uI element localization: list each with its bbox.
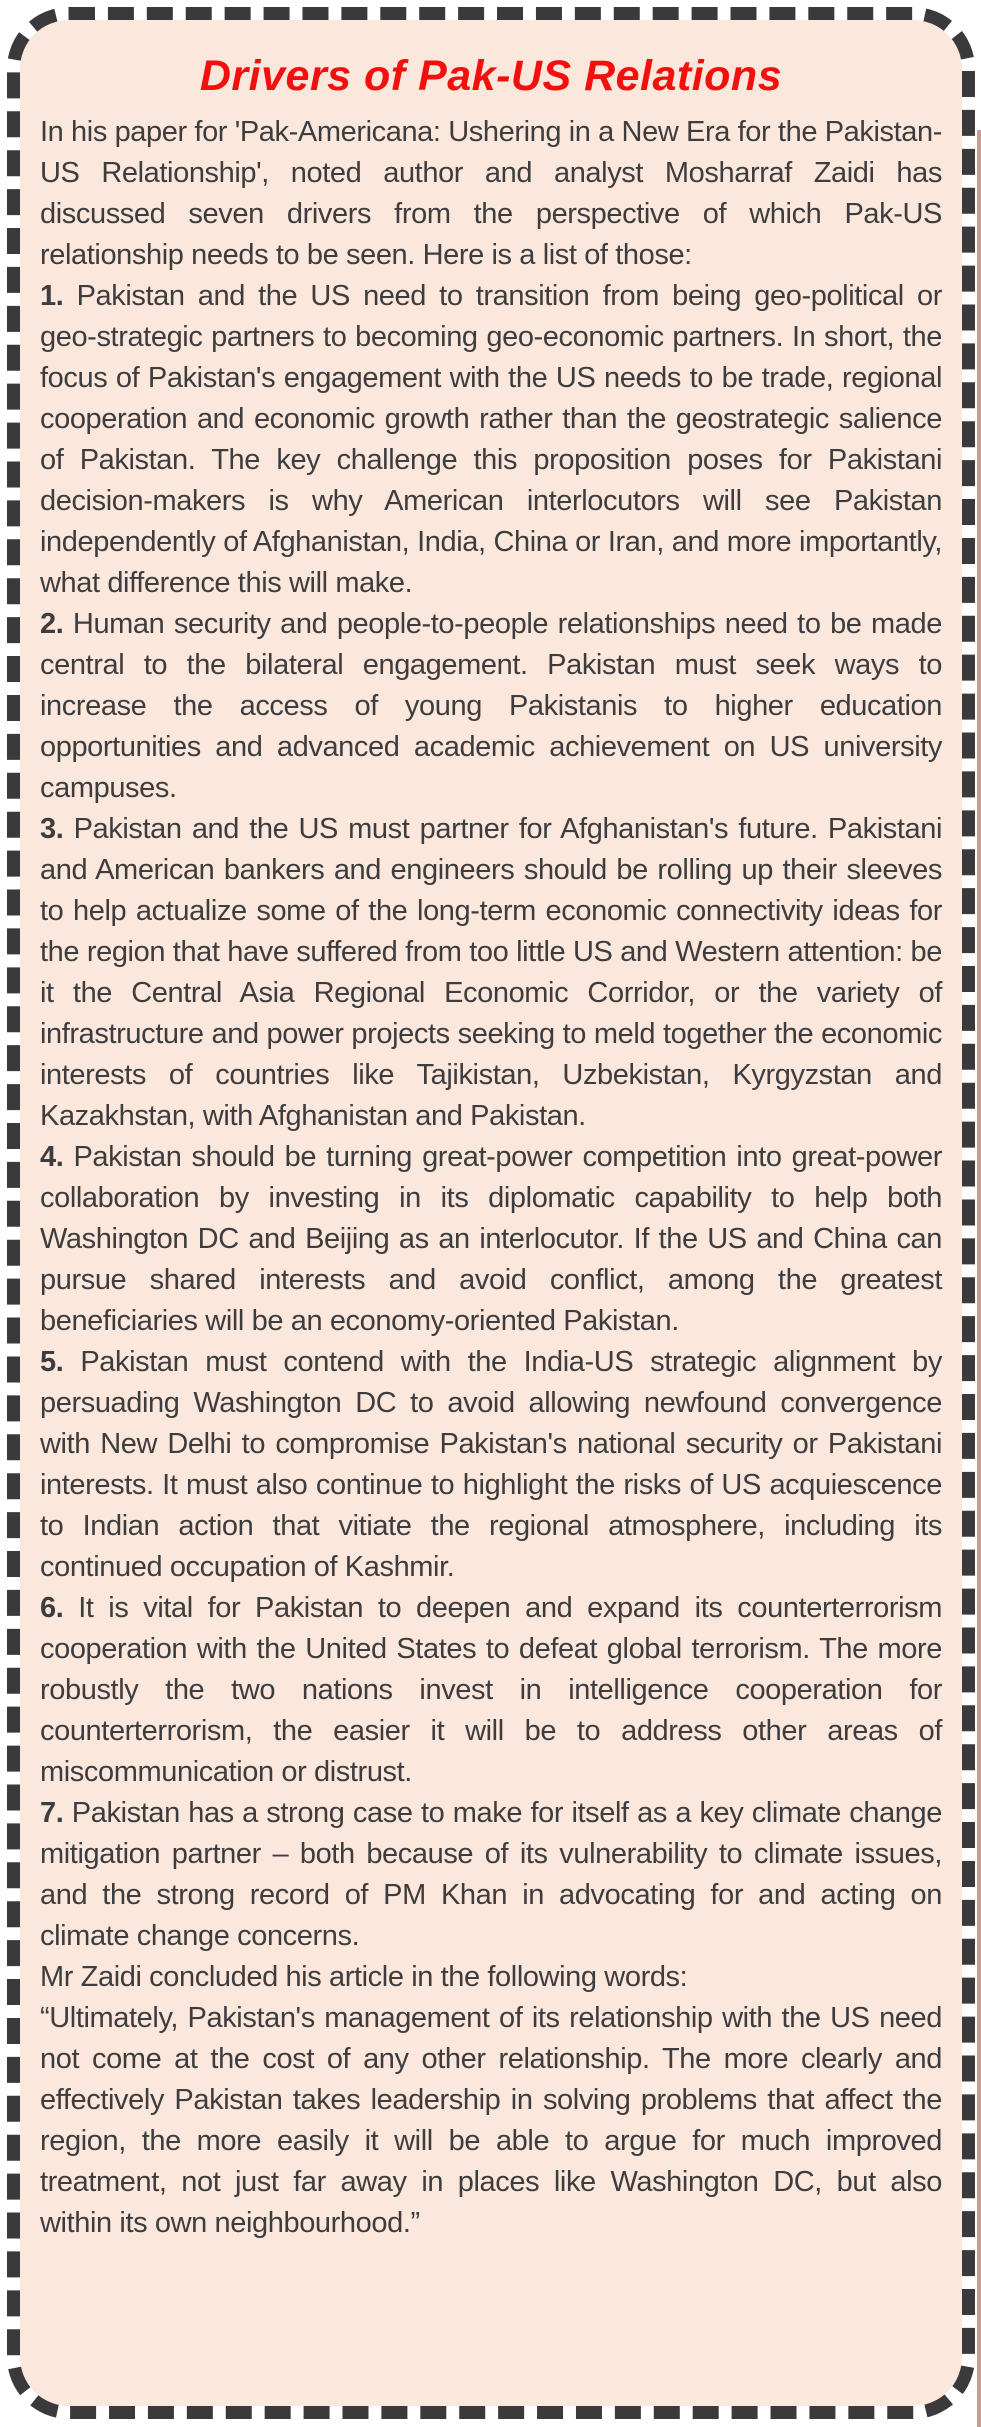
driver-number: 2. <box>40 608 64 640</box>
driver-number: 7. <box>40 1797 64 1829</box>
closing-line: Mr Zaidi concluded his article in the following words: <box>40 1961 688 1993</box>
driver-item-1 <box>40 276 942 604</box>
driver-text: Pakistan must contend with the India-US strategic alignment by persuading Washington DC to avoid allowing newfound convergence with New Delhi to compromise Pakistan's national security or Pakistani interests. It must also continue to highlight the risks of US acquiescence to Indian action that vitiate the regional atmosphere, including its continued occupation of Kashmir. <box>40 1346 942 1583</box>
driver-text: Pakistan has a strong case to make for itself as a key climate change mitigation partner – both because of its vulnerability to climate issues, and the strong record of PM Khan in advocating for and acting on climate change concerns. <box>40 1797 942 1952</box>
driver-text: It is vital for Pakistan to deepen and expand its counterterrorism cooperation with the United States to defeat global terrorism. The more robustly the two nations invest in intelligence cooperation for counterterrorism, the easier it will be to address other areas of miscommunication or distrust. <box>40 1592 942 1788</box>
driver-number: 3. <box>40 813 64 845</box>
driver-item-5 <box>40 1342 942 1588</box>
driver-item-2 <box>40 604 942 809</box>
driver-text: Pakistan and the US need to transition from being geo-political or geo-strategic partners to becoming geo-economic partners. In short, the focus of Pakistan's engagement with the US needs to be trade, regional cooperation and economic growth rather than the geostrategic salience of Pakistan. The key challenge this proposition poses for Pakistani decision-makers is why American interlocutors will see Pakistan independently of Afghanistan, India, China or Iran, and more importantly, what difference this will make. <box>40 280 942 599</box>
driver-number: 6. <box>40 1592 64 1624</box>
driver-item-7 <box>40 1793 942 1957</box>
driver-item-6 <box>40 1588 942 1793</box>
driver-item-4 <box>40 1137 942 1342</box>
page-title: Drivers of Pak-US Relations <box>199 52 783 100</box>
driver-text: Pakistan and the US must partner for Afghanistan's future. Pakistani and American bankers and engineers should be rolling up their sleeves to help actualize some of the long-term economic connectivity ideas for the region that have suffered from too little US and Western attention: be it the Central Asia Regional Economic Corridor, or the variety of infrastructure and power projects seeking to meld together the economic interests of countries like Tajikistan, Uzbekistan, Kyrgyzstan and Kazakhstan, with Afghanistan and Pakistan. <box>40 813 942 1132</box>
driver-text: Human security and people-to-people relationships need to be made central to the bilateral engagement. Pakistan must seek ways to increase the access of young Pakistanis to higher education opportunities and advanced academic achievement on US university campuses. <box>40 608 942 804</box>
driver-number: 5. <box>40 1346 64 1378</box>
intro-paragraph: In his paper for 'Pak-Americana: Ushering in a New Era for the Pakistan-US Relationship', noted author and analyst Mosharraf Zaidi has discussed seven drivers from the perspective of which Pak-US relationship needs to be seen. Here is a list of those: <box>40 116 942 271</box>
driver-number: 4. <box>40 1141 64 1173</box>
page-edge-strip <box>977 130 981 2427</box>
quote-paragraph: “Ultimately, Pakistan's management of its relationship with the US need not come at the cost of any other relationship. The more clearly and effectively Pakistan takes leadership in solving problems that affect the region, the more easily it will be able to argue for much improved treatment, not just far away in places like Washington DC, but also within its own neighbourhood.” <box>40 2002 942 2239</box>
driver-item-3 <box>40 809 942 1137</box>
document-card <box>7 7 975 2419</box>
driver-number: 1. <box>40 280 64 312</box>
driver-text: Pakistan should be turning great-power competition into great-power collaboration by investing in its diplomatic capability to help both Washington DC and Beijing as an interlocutor. If the US and China can pursue shared interests and avoid conflict, among the greatest beneficiaries will be an economy-oriented Pakistan. <box>40 1141 942 1337</box>
